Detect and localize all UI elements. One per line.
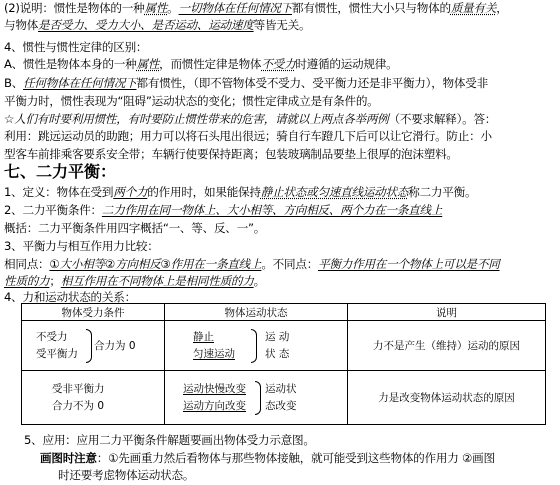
line-utilize-examples: 利用：跳远运动员的助跑；用力可以将石头甩出很远；骑自行车蹬几下后可以让它滑行。防止：小 [4,129,492,143]
line-application: 5、应用：应用二力平衡条件解题要画出物体受力示意图。 [24,433,315,447]
line-drawing-notes: 画图时注意：①先画重力然后看物体与那些物体接触，就可能受到这些物体的作用力 ②画图 [40,451,495,465]
brace-icon [251,329,257,363]
line-prevent-examples: 型客车前排乘客要系安全带；车辆行使要保持距离；包装玻璃制品要垫上很厚的泡沫塑料。 [4,147,458,161]
line-point-b-cont: 平衡力时，惯性表现为“阻碍”运动状态的变化；惯性定律成立是有条件的。 [4,94,379,108]
heading-inertia-vs-law: 4、惯性与惯性定律的区别： [4,40,148,54]
section-heading-two-force-balance: 七、二力平衡： [4,162,117,181]
line-point-a: A、惯性是物体本身的一种属性，而惯性定律是物体不受力时遵循的运动规律。 [4,57,398,71]
line-similarities: 相同点：①大小相等②方向相反③作用在一条直线上。不同点：平衡力作用在一个物体上可以是不同 [4,257,500,271]
line-force-motion-heading: 4、力和运动状态的关系： [4,290,136,304]
cell-condition-unbalanced: 受非平衡力 合力不为 0 [22,371,165,425]
line-drawing-notes-cont: 时还要考虑物体运动状态。 [58,468,195,482]
line-definition: 1、定义：物体在受到两个力的作用时，如果能保持静止状态或匀速直线运动状态称二力平衡。 [4,185,477,199]
line-inertia-explanation: (2)说明：惯性是物体的一种属性。一切物体在任何情况下都有惯性，惯性大小只与物体的质量有关， [4,1,508,15]
header-motion-state: 物体运动状态 [165,304,348,321]
star-icon: ☆ [4,112,15,126]
cell-state-changed: 运动快慢改变 运动方向改变 运动状 态改变 [165,371,348,425]
cell-note-force-changes-state: 力是改变物体运动状态的原因 [348,371,546,425]
table-row [22,371,546,425]
line-differences: 性质的力；相互作用在不同物体上是相同性质的力。 [4,274,265,288]
table-header-row [22,304,546,321]
cell-note-force-not-cause: 力不是产生（维持）运动的原因 [348,321,546,371]
line-summary: 概括：二力平衡条件用四字概括“一、等、反、一”。 [4,221,266,235]
table-row [22,321,546,371]
line-point-b: B、任何物体在任何情况下都有惯性，（即不管物体受不受力、受平衡力还是非平衡力），物体受非 [4,76,488,90]
force-motion-table [21,303,546,425]
brace-icon [86,329,92,363]
line-inertia-independence: 与物体是否受力、受力大小、是否运动、运动速度等皆无关。 [4,18,311,32]
line-comparison-heading: 3、平衡力与相互作用力比较： [4,239,159,253]
cell-condition-balanced: 不受力 受平衡力 合力为 0 [22,321,165,371]
line-conditions: 2、二力平衡条件：二力作用在同一物体上、大小相等、方向相反、两个力在一条直线上 [4,203,443,217]
line-star-question: ☆人们有时要利用惯性，有时要防止惯性带来的危害，请就以上两点各举两例（不要求解释）。答： [4,112,497,126]
brace-icon [255,381,261,415]
header-force-condition: 物体受力条件 [22,304,165,321]
cell-state-unchanged: 静止 匀速运动 运 动 状 态 不改变 [165,321,348,371]
header-explanation: 说明 [348,304,546,321]
